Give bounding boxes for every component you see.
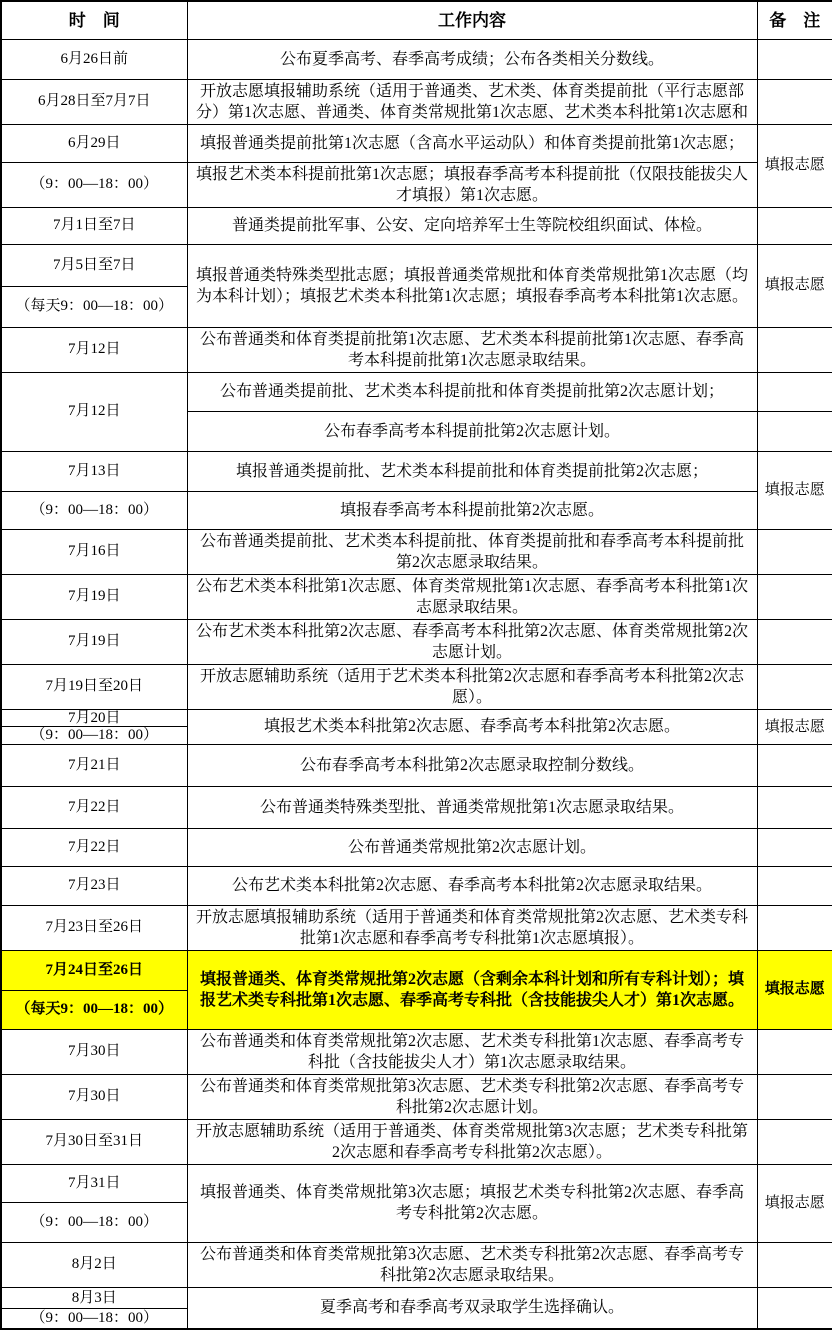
content-cell: 公布普通类和体育类常规批第3次志愿、艺术类专科批第2次志愿、春季高考专科批第2次志愿录取结果。 (187, 1242, 757, 1287)
remark-cell (757, 1287, 832, 1329)
table-row (1, 828, 832, 866)
remark-cell (757, 574, 832, 619)
table-row (1, 1119, 832, 1164)
content-cell: 公布普通类常规批第2次志愿计划。 (187, 828, 757, 866)
time-cell: （9：00—18：00） (1, 1308, 187, 1329)
content-cell: 填报艺术类本科批第2次志愿、春季高考本科批第2次志愿。 (187, 709, 757, 744)
time-cell: 7月30日 (1, 1029, 187, 1074)
table-row (1, 574, 832, 619)
time-cell: 8月2日 (1, 1242, 187, 1287)
header-time: 时 间 (1, 1, 187, 39)
time-cell: （9：00—18：00） (1, 162, 187, 207)
table-row (1, 866, 832, 905)
time-cell: （9：00—18：00） (1, 1202, 187, 1242)
remark-cell (757, 905, 832, 950)
remark-cell (757, 828, 832, 866)
table-row (1, 709, 832, 726)
time-cell: 7月24日至26日 (1, 950, 187, 990)
content-cell: 公布普通类特殊类型批、普通类常规批第1次志愿录取结果。 (187, 786, 757, 828)
header-remark: 备 注 (757, 1, 832, 39)
remark-cell (757, 411, 832, 451)
remark-cell (757, 207, 832, 244)
content-cell: 公布普通类和体育类常规批第3次志愿、艺术类专科批第2次志愿、春季高考专科批第2次志愿计划。 (187, 1074, 757, 1119)
remark-cell (757, 1029, 832, 1074)
time-cell: 6月29日 (1, 124, 187, 162)
remark-cell (757, 529, 832, 574)
time-cell: 7月30日 (1, 1074, 187, 1119)
table-row (1, 1074, 832, 1119)
remark-cell (757, 39, 832, 79)
content-cell: 公布艺术类本科批第1次志愿、体育类常规批第1次志愿、春季高考本科批第1次志愿录取结果。 (187, 574, 757, 619)
time-cell: 7月21日 (1, 744, 187, 786)
content-cell: 填报艺术类本科提前批第1次志愿；填报春季高考本科提前批（仅限技能拔尖人才填报）第1次志愿。 (187, 162, 757, 207)
remark-cell (757, 79, 832, 124)
table-row (1, 162, 832, 207)
time-cell: 7月23日 (1, 866, 187, 905)
time-cell: 7月1日至7日 (1, 207, 187, 244)
table-row highlighted-row (1, 950, 832, 990)
content-cell: 公布春季高考本科批第2次志愿录取控制分数线。 (187, 744, 757, 786)
content-cell: 公布春季高考本科提前批第2次志愿计划。 (187, 411, 757, 451)
remark-cell (757, 664, 832, 709)
content-cell: 公布普通类提前批、艺术类本科提前批、体育类提前批和春季高考本科提前批第2次志愿录取结果。 (187, 529, 757, 574)
table-row (1, 1287, 832, 1308)
remark-cell: 填报志愿 (757, 451, 832, 529)
remark-cell (757, 327, 832, 372)
content-cell: 公布普通类和体育类提前批第1次志愿、艺术类本科提前批第1次志愿、春季高考本科提前批第1次志愿录取结果。 (187, 327, 757, 372)
content-cell: 填报普通类特殊类型批志愿；填报普通类常规批和体育类常规批第1次志愿（均为本科计划）；填报艺术类本科批第1次志愿；填报春季高考本科批第1次志愿。 (187, 244, 757, 327)
remark-cell (757, 866, 832, 905)
table-row (1, 207, 832, 244)
remark-cell: 填报志愿 (757, 1164, 832, 1242)
time-cell: 7月31日 (1, 1164, 187, 1202)
remark-cell (757, 786, 832, 828)
table-row (1, 491, 832, 529)
remark-cell: 填报志愿 (757, 709, 832, 744)
time-cell: 6月28日至7月7日 (1, 79, 187, 124)
table-row (1, 1242, 832, 1287)
content-cell: 开放志愿填报辅助系统（适用于普通类、艺术类、体育类提前批（平行志愿部分）第1次志愿、普通类、体育类常规批第1次志愿、艺术类本科批第1次志愿和 (187, 79, 757, 124)
remark-cell (757, 1242, 832, 1287)
time-cell: 7月22日 (1, 786, 187, 828)
time-cell: 7月5日至7日 (1, 244, 187, 286)
content-cell: 公布艺术类本科批第2次志愿、春季高考本科批第2次志愿录取结果。 (187, 866, 757, 905)
header-content: 工作内容 (187, 1, 757, 39)
table-row (1, 372, 832, 411)
table-row (1, 451, 832, 491)
time-cell: 7月13日 (1, 451, 187, 491)
time-cell: 7月16日 (1, 529, 187, 574)
table-row (1, 79, 832, 124)
content-cell: 普通类提前批军事、公安、定向培养军士生等院校组织面试、体检。 (187, 207, 757, 244)
time-cell: 6月26日前 (1, 39, 187, 79)
time-cell: 7月19日 (1, 574, 187, 619)
content-cell: 开放志愿填报辅助系统（适用于普通类和体育类常规批第2次志愿、艺术类专科批第1次志愿和春季高考专科批第1次志愿填报）。 (187, 905, 757, 950)
time-cell: 7月22日 (1, 828, 187, 866)
time-cell: 7月30日至31日 (1, 1119, 187, 1164)
content-cell: 公布艺术类本科批第2次志愿、春季高考本科批第2次志愿、体育类常规批第2次志愿计划。 (187, 619, 757, 664)
table-row (1, 529, 832, 574)
content-cell: 夏季高考和春季高考双录取学生选择确认。 (187, 1287, 757, 1329)
time-cell: （每天9：00—18：00） (1, 990, 187, 1029)
table-row (1, 786, 832, 828)
table-row (1, 664, 832, 709)
remark-cell: 填报志愿 (757, 244, 832, 327)
remark-cell (757, 372, 832, 411)
header-row (1, 1, 832, 39)
time-cell: 7月12日 (1, 327, 187, 372)
remark-cell (757, 1119, 832, 1164)
remark-cell: 填报志愿 (757, 124, 832, 207)
remark-cell (757, 1074, 832, 1119)
table-row (1, 1029, 832, 1074)
content-cell: 填报普通类提前批、艺术类本科提前批和体育类提前批第2次志愿； (187, 451, 757, 491)
time-cell: 7月12日 (1, 372, 187, 451)
content-cell: 开放志愿辅助系统（适用于普通类、体育类常规批第3次志愿；艺术类专科批第2次志愿和春季高考专科批第2次志愿）。 (187, 1119, 757, 1164)
table-row (1, 327, 832, 372)
time-cell: 7月19日 (1, 619, 187, 664)
content-cell: 填报普通类、体育类常规批第2次志愿（含剩余本科计划和所有专科计划）；填报艺术类专科批第1次志愿、春季高考专科批（含技能拔尖人才）第1次志愿。 (187, 950, 757, 1029)
time-cell: （9：00—18：00） (1, 726, 187, 744)
content-cell: 填报普通类、体育类常规批第3次志愿；填报艺术类专科批第2次志愿、春季高考专科批第2次志愿。 (187, 1164, 757, 1242)
content-cell: 公布夏季高考、春季高考成绩；公布各类相关分数线。 (187, 39, 757, 79)
content-cell: 填报普通类提前批第1次志愿（含高水平运动队）和体育类提前批第1次志愿； (187, 124, 757, 162)
table-row (1, 905, 832, 950)
content-cell: 填报春季高考本科提前批第2次志愿。 (187, 491, 757, 529)
table-row (1, 619, 832, 664)
table-row (1, 744, 832, 786)
remark-cell (757, 744, 832, 786)
time-cell: 7月19日至20日 (1, 664, 187, 709)
content-cell: 公布普通类提前批、艺术类本科提前批和体育类提前批第2次志愿计划； (187, 372, 757, 411)
table-row (1, 1164, 832, 1202)
table-row (1, 244, 832, 286)
time-cell: 7月23日至26日 (1, 905, 187, 950)
remark-cell: 填报志愿 (757, 950, 832, 1029)
time-cell: 7月20日 (1, 709, 187, 726)
content-cell: 公布普通类和体育类常规批第2次志愿、艺术类专科批第1次志愿、春季高考专科批（含技能拔尖人才）第1次志愿录取结果。 (187, 1029, 757, 1074)
time-cell: （每天9：00—18：00） (1, 286, 187, 327)
table-row (1, 39, 832, 79)
content-cell: 开放志愿辅助系统（适用于艺术类本科批第2次志愿和春季高考本科批第2次志愿）。 (187, 664, 757, 709)
table-row (1, 124, 832, 162)
time-cell: 8月3日 (1, 1287, 187, 1308)
remark-cell (757, 619, 832, 664)
time-cell: （9：00—18：00） (1, 491, 187, 529)
